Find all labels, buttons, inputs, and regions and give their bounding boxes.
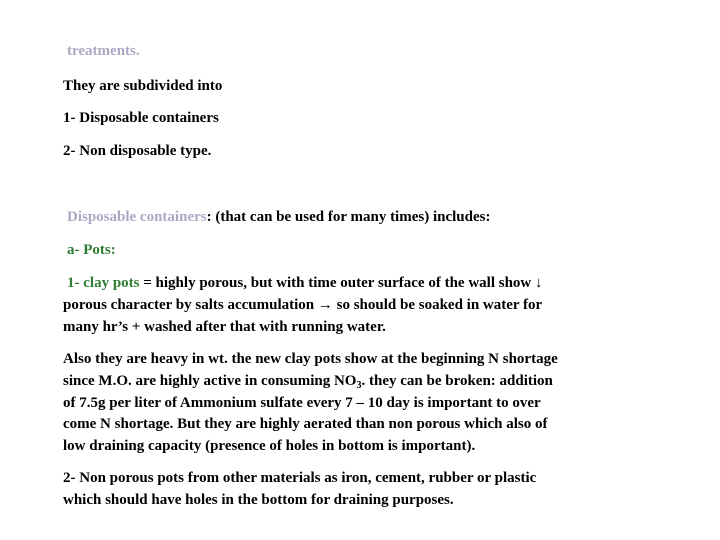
clay-line-3: many hr’s + washed after that with running water. <box>63 319 386 335</box>
heavy-line-1: Also they are heavy in wt. the new clay pots show at the beginning N shortage <box>63 351 558 367</box>
nonporous-line-2: which should have holes in the bottom for draining purposes. <box>63 492 454 508</box>
list-item-non-disposable: 2- Non disposable type. <box>63 143 212 159</box>
section-heading-rest: : (that can be used for many times) includes: <box>206 209 491 225</box>
heavy-line-3: of 7.5g per liter of Ammonium sulfate every 7 – 10 day is important to over <box>63 395 541 411</box>
heavy-line-5: low draining capacity (presence of holes in bottom is important). <box>63 438 476 454</box>
clay-line-2: porous character by salts accumulation → so should be soaked in water for <box>63 297 543 313</box>
clay-line-1 <box>67 274 543 292</box>
clay-line-1-rest: = highly porous, but with time outer surface of the wall show ↓ <box>139 275 543 291</box>
section-heading-line <box>67 208 490 226</box>
heavy-line-2-pre: since M.O. are highly active in consuming NO <box>63 373 357 389</box>
clay-pots-label: 1- clay pots <box>67 275 140 291</box>
heavy-line-2 <box>63 372 553 390</box>
header-fragment: treatments. <box>67 43 140 59</box>
subdivided-line: They are subdivided into <box>63 78 223 94</box>
heavy-line-4: come N shortage. But they are highly aerated than non porous which also of <box>63 416 548 432</box>
list-item-disposable: 1- Disposable containers <box>63 110 219 126</box>
subheading-pots: a- Pots: <box>67 242 116 258</box>
section-heading: Disposable containers <box>67 209 207 225</box>
nonporous-line-1: 2- Non porous pots from other materials as iron, cement, rubber or plastic <box>63 470 537 486</box>
nitrate-subscript: 3 <box>356 380 362 391</box>
heavy-line-2-post: . they can be broken: addition <box>361 373 553 389</box>
